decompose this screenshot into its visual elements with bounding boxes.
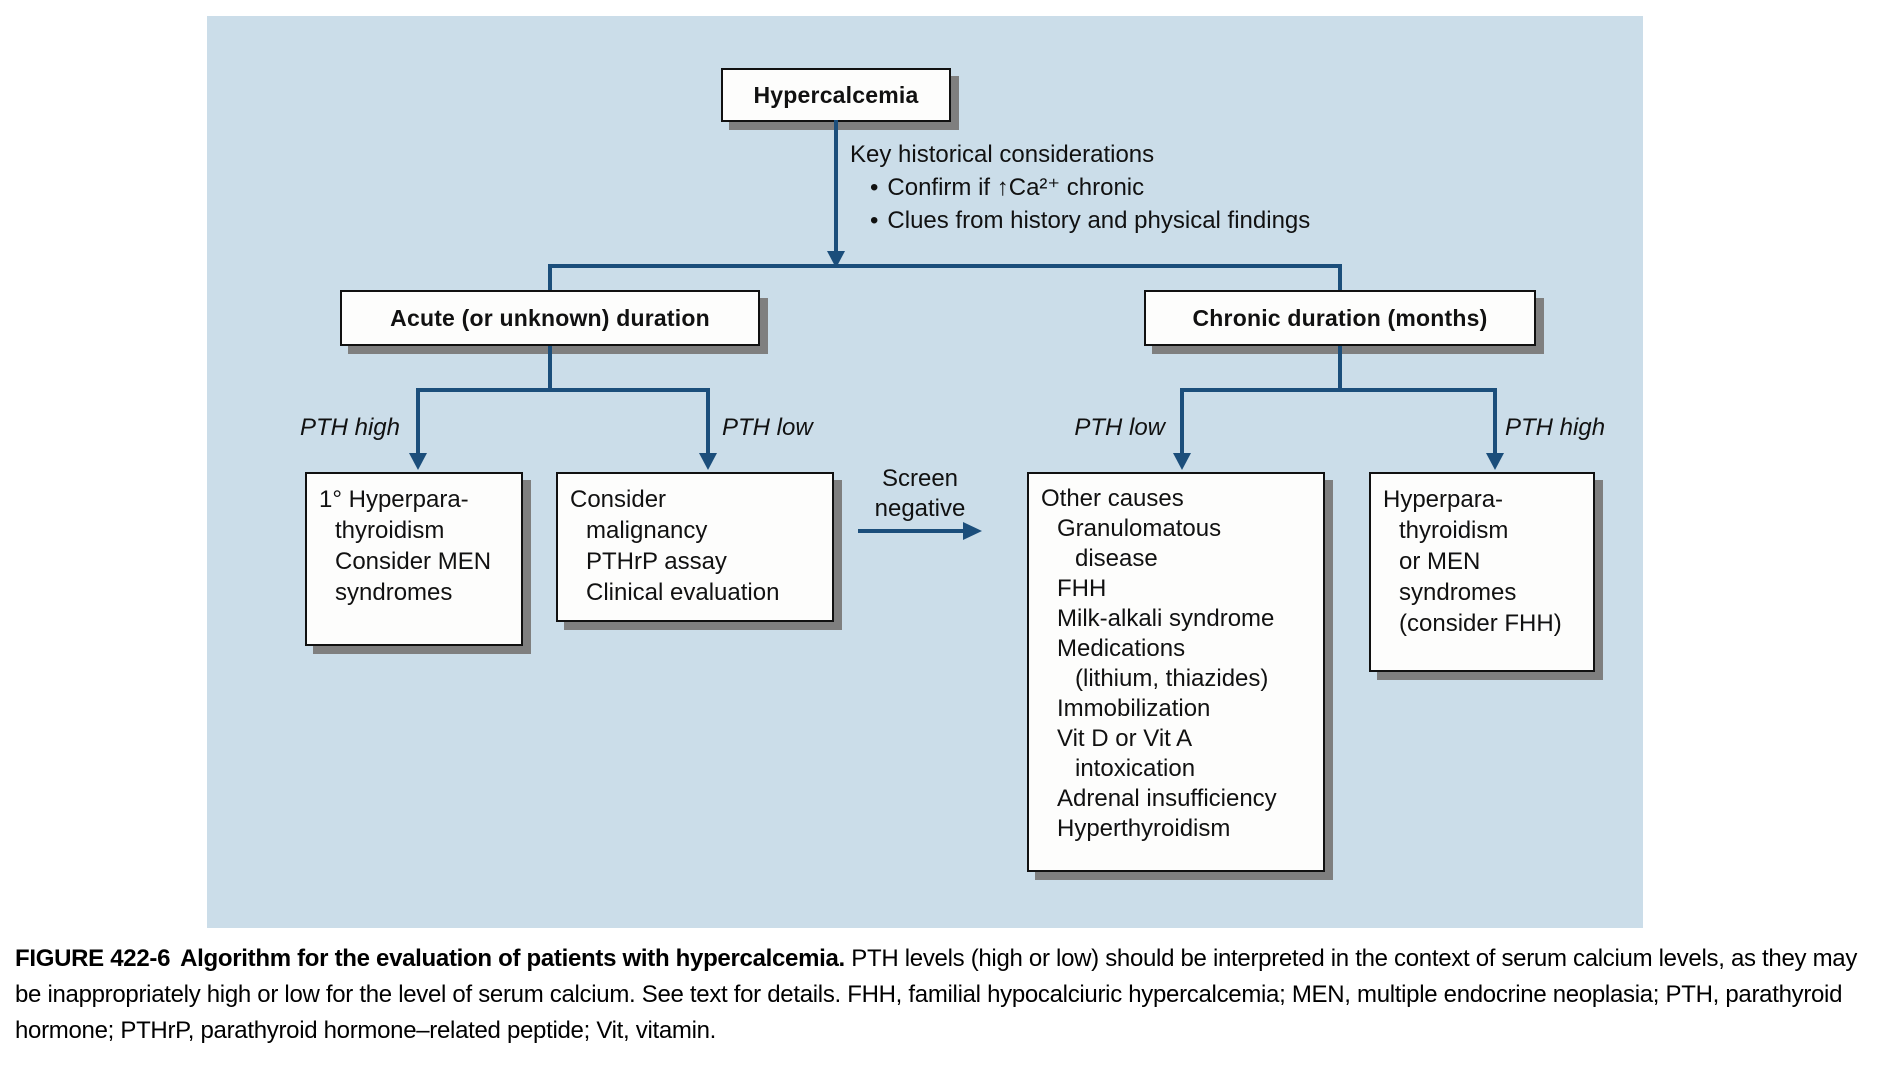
hypercalcemia-box <box>721 68 951 122</box>
outcome-line: Clinical evaluation <box>586 579 780 606</box>
other-causes-box <box>1027 472 1325 872</box>
primary-hyperparathyroidism-box <box>305 472 523 646</box>
connector-top-split-horizontal <box>548 264 1342 268</box>
connector-acute-split-horizontal <box>416 388 710 392</box>
connector-chronic-left-drop <box>1180 388 1184 454</box>
screen-negative-line1: Screen <box>881 465 959 492</box>
acute-duration-label: Acute (or unknown) duration <box>390 304 710 331</box>
connector-chronic-split-horizontal <box>1180 388 1497 392</box>
figure-number: FIGURE 422-6 <box>15 945 171 972</box>
outcome-line: Hyperthyroidism <box>1057 815 1231 842</box>
acute-duration-box <box>340 290 760 346</box>
outcome-line: (consider FHH) <box>1399 610 1562 637</box>
outcome-line: intoxication <box>1075 755 1196 782</box>
edge-label-chronic-pth-high: PTH high <box>1505 414 1606 441</box>
consideration-bullet-2-text: Clues from history and physical findings <box>887 207 1311 234</box>
outcome-line: PTHrP assay <box>586 548 727 575</box>
bullet-icon: • <box>870 207 879 234</box>
screen-negative-label <box>848 464 992 524</box>
outcome-line: thyroidism <box>335 517 445 544</box>
outcome-line: or MEN <box>1399 548 1481 575</box>
arrowhead-acute-right <box>699 453 717 470</box>
hyperparathyroidism-men-box <box>1369 472 1595 672</box>
outcome-line: syndromes <box>335 579 453 606</box>
arrowhead-chronic-left <box>1173 453 1191 470</box>
outcome-line: Consider <box>570 486 667 513</box>
connector-chronic-right-drop <box>1493 388 1497 454</box>
key-considerations-heading: Key historical considerations <box>850 141 1155 168</box>
outcome-line: Immobilization <box>1057 695 1211 722</box>
outcome-line: thyroidism <box>1399 517 1509 544</box>
outcome-line: FHH <box>1057 575 1107 602</box>
outcome-line: Adrenal insufficiency <box>1057 785 1277 812</box>
outcome-line: Vit D or Vit A <box>1057 725 1193 752</box>
key-considerations <box>850 138 1410 237</box>
edge-label-acute-pth-high: PTH high <box>299 414 400 441</box>
edge-label-acute-pth-low: PTH low <box>722 414 813 441</box>
arrowhead-chronic-right <box>1486 453 1504 470</box>
chronic-duration-label: Chronic duration (months) <box>1192 304 1488 331</box>
connector-screen-negative <box>858 529 964 533</box>
outcome-line: Other causes <box>1041 485 1184 512</box>
outcome-line: malignancy <box>586 517 708 544</box>
outcome-line: Granulomatous <box>1057 515 1222 542</box>
hypercalcemia-label: Hypercalcemia <box>753 81 919 108</box>
outcome-line: syndromes <box>1399 579 1517 606</box>
connector-chronic-stem <box>1338 346 1342 392</box>
connector-acute-stem <box>548 346 552 392</box>
consideration-bullet-1-text: Confirm if ↑Ca²⁺ chronic <box>887 174 1145 201</box>
bullet-icon: • <box>870 174 879 201</box>
outcome-line: 1° Hyperpara- <box>319 486 469 513</box>
consideration-bullet-1 <box>850 171 1410 204</box>
connector-drop-to-chronic <box>1338 264 1342 292</box>
screen-negative-line2: negative <box>874 495 966 522</box>
edge-label-chronic-pth-low: PTH low <box>1074 414 1165 441</box>
figure-caption <box>15 941 1873 1049</box>
outcome-line: (lithium, thiazides) <box>1075 665 1269 692</box>
outcome-line: Consider MEN <box>335 548 492 575</box>
chronic-duration-box <box>1144 290 1536 346</box>
consideration-bullet-2 <box>850 204 1410 237</box>
caption-title: Algorithm for the evaluation of patients with hypercalcemia. <box>180 945 845 972</box>
outcome-line: Medications <box>1057 635 1186 662</box>
connector-acute-left-drop <box>416 388 420 454</box>
connector-drop-to-acute <box>548 264 552 292</box>
connector-root-vertical <box>834 120 838 252</box>
arrowhead-acute-left <box>409 453 427 470</box>
outcome-line: disease <box>1075 545 1158 572</box>
caption-body: PTH levels (high or low) should be interpreted in the context of serum calcium levels, as they may be inappropriately high or low for the level of serum calcium. See text for details. FHH, familial hypocalciuric hypercalcemia; MEN, multiple endocrine neoplasia; PTH, parathyroid hormone; PTHrP, parathyroid hormone–related peptide; Vit, vitamin. <box>15 945 1858 1044</box>
outcome-line: Milk-alkali syndrome <box>1057 605 1275 632</box>
arrowhead-screen-negative <box>963 522 982 540</box>
connector-acute-right-drop <box>706 388 710 454</box>
outcome-line: Hyperpara- <box>1383 486 1504 513</box>
malignancy-box <box>556 472 834 622</box>
